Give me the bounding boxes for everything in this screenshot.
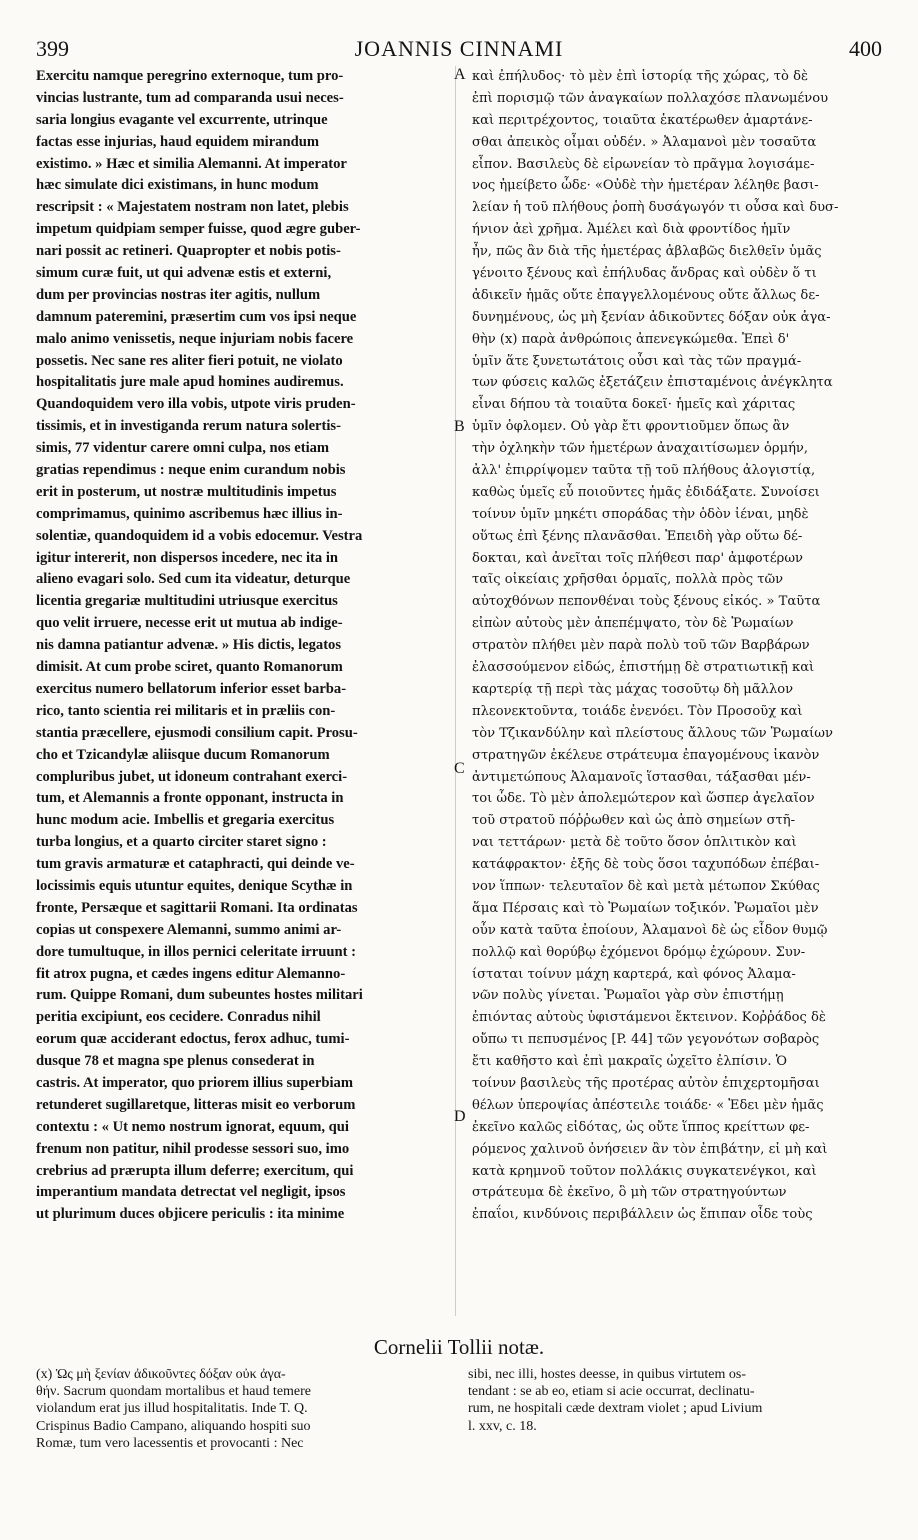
latin-text-line: stantia præcellere, ejusmodi consilium capit. Prosu- [36, 724, 358, 741]
greek-text-line: εἰπὼν αὐτοὺς μὲν ἀπεπέμψατο, τὸν δὲ Ῥωμαίων [472, 616, 794, 632]
latin-text-line: tum, et Alemannis a fronte opponant, instructa in [36, 790, 344, 807]
section-marker-a: A [454, 66, 466, 83]
greek-text-line: δοκται, καὶ ἀνεῖται τοῖς πλήθεσι παρ' ἀμφοτέρων [472, 550, 803, 566]
latin-text-line: Quandoquidem vero illa vobis, utpote viris pruden- [36, 396, 356, 413]
greek-text-line: καὶ ἐπήλυδος· τὸ μὲν ἐπὶ ἱστορίᾳ τῆς χώρας, τὸ δὲ [472, 69, 808, 84]
latin-text-line: alieno evagari solo. Sed cum ita videatur, deturque [36, 571, 351, 588]
latin-text-line: compluribus jubet, ut idoneum contrahant exerci- [36, 768, 348, 785]
latin-text-line: vincias lustrante, tum ad comparanda usui neces- [36, 89, 344, 106]
latin-text-line: hunc modum acie. Imbellis et gregaria exercitus [36, 812, 335, 829]
latin-text-line: fit atrox pugna, et cædes ingens editur Alemanno- [36, 965, 346, 982]
latin-text-line: existimo. » Hæc et similia Alemanni. At imperator [36, 155, 347, 172]
greek-text-line: ἦν, πῶς ἂν διὰ τῆς ἡμετέρας ἀβλαβῶς διελθεῖν ὑμᾶς [472, 244, 822, 260]
latin-text-line: Exercitu namque peregrino externoque, tum pro- [36, 68, 344, 84]
column-divider [455, 66, 456, 1316]
greek-text-line: ἀλλ' ἐπιρρίψομεν ταῦτα τῇ τοῦ πλήθους ἀλογιστίᾳ, [472, 463, 816, 479]
greek-text-line: κατάφρακτον· ἐξῆς δὲ τοὺς ὅσοι ταχυπόδων ἐπέβαι- [472, 857, 820, 873]
greek-text-line: τὸν Τζικανδύλην καὶ πλείστους ἄλλους τῶν Ῥωμαίων [472, 725, 833, 741]
greek-text-line: στράτευμα δὲ ἐκεῖνο, ὃ μὴ τῶν στρατηγούντων [472, 1185, 787, 1201]
greek-text-line: στρατηγῶν ἐκέλευε στράτευμα ἐπαγομένους ἱκανὸν [472, 747, 820, 763]
note-line: violandum erat jus illud hospitalitatis. Inde T. Q. [36, 1401, 308, 1417]
latin-text-line: eorum quæ acciderant edoctus, ferox adhuc, tumi- [36, 1031, 350, 1048]
latin-text-line: igitur intererit, non dispersos incedere, nec ita in [36, 549, 338, 566]
latin-text-line: contextu : « Ut nemo nostrum ignorat, equum, qui [36, 1118, 349, 1135]
greek-text-line: γένοιτο ξένους καὶ ἐπήλυδας ἄνδρας καὶ οὐδὲν ὅ τι [472, 266, 817, 282]
section-marker-c: C [454, 760, 465, 777]
greek-text-line: ἅμα Πέρσαις καὶ τὸ Ῥωμαίων τοξικόν. Ῥωμαῖοι μὲν [472, 900, 819, 916]
greek-text-line: τοίνυν ὑμῖν μηκέτι σποράδας τὴν ὁδὸν ἰέναι, μηδὲ [472, 506, 809, 522]
greek-text-line: αὐτοχθόνων πεπονθέναι τοὺς ξένους εἰκός. » Ταῦτα [472, 594, 821, 610]
note-line: θήν. Sacrum quondam mortalibus et haud temere [36, 1384, 312, 1400]
latin-text-line: cho et Tzicandylæ aliisque ducum Romanorum [36, 746, 330, 763]
latin-text-line: quo velit irruere, necesse erit ut mutua ab indige- [36, 615, 343, 632]
note-line: sibi, nec illi, hostes deesse, in quibus virtutem os- [468, 1367, 747, 1382]
greek-text-line: ἐπαΐοι, κινδύνοις περιβάλλειν ὡς ἔπιπαν οἶδε τοὺς [472, 1207, 813, 1223]
greek-text-line: ἔτι καθῆστο καὶ ἐπὶ μακραῖς ὠχεῖτο ἐλπίσιν. Ὁ [472, 1054, 787, 1070]
page-number-right: 400 [849, 36, 882, 61]
latin-text-line: licentia gregariæ multitudini utriusque exercitus [36, 593, 338, 610]
latin-text-line: dusque 78 et magna spe plenus consederat in [36, 1053, 315, 1070]
latin-text-line: nis damna patiantur advenæ. » His dictis, legatos [36, 637, 342, 654]
latin-text-line: saria longius evagante vel excurrente, utrinque [36, 111, 328, 128]
latin-text-line: turba longius, et a quarto circiter staret signo : [36, 834, 327, 851]
latin-text-line: hæc simulate dici existimans, in hunc modum [36, 177, 319, 194]
greek-text-line: πολλῷ καὶ θορύβῳ ἐχόμενοι δρόμῳ ἐχώρουν. Συν- [472, 944, 806, 960]
notes-left-column [36, 1366, 444, 1452]
greek-text-line: των φύσεις καλῶς ἐξετάζειν ἐπισταμένοις ἀνέγκλητα [472, 375, 833, 391]
latin-text-line: copias ut conspexere Alemanni, summo animi ar- [36, 921, 342, 938]
latin-text-line: gratias rependimus : neque enim curandum nobis [36, 462, 346, 479]
greek-text-line: ἐκεῖνο καλῶς εἰδότας, ὡς οὔτε ἵππος κρείττων φε- [472, 1119, 810, 1135]
latin-text-line: hospitalitatis jure male apud homines audiremus. [36, 374, 344, 391]
greek-text-line: τοῦ στρατοῦ πόῤῥωθεν καὶ ὡς ἀπὸ σημείων στῆ- [472, 813, 796, 829]
latin-text-line: dum per provincias nostras iter agitis, nullum [36, 286, 321, 303]
greek-text-line: ἐλασσούμενον εἰδώς, ἐπιστήμῃ δὲ στρατιωτικῇ καὶ [472, 660, 815, 676]
latin-text-line: tum gravis armaturæ et cataphracti, qui deinde ve- [36, 856, 355, 873]
latin-text-line: peritia excipiunt, eos cecidere. Conradus nihil [36, 1009, 321, 1026]
greek-text-line: λείαν ἡ τοῦ πλήθους ῥοπὴ δυσάγωγόν τι οὖσα καὶ δυσ- [472, 200, 839, 216]
section-marker-b: B [454, 418, 465, 435]
section-marker-d: D [454, 1108, 466, 1125]
greek-text-line: ἀντιμετώπους Ἀλαμανοῖς ἵστασθαι, τάξασθαι μέν- [472, 769, 811, 785]
latin-text-line: impetum quidpiam semper fuisse, quod ægre guber- [36, 221, 361, 238]
greek-text-line: ὑμῖν ὀφλομεν. Οὐ γὰρ ἔτι φροντιοῦμεν ὅπως ἂν [472, 419, 790, 435]
latin-column [36, 66, 448, 1316]
greek-text-line: εἶπον. Βασιλεὺς δὲ εἰρωνείαν τὸ πρᾶγμα λογισάμε- [472, 156, 815, 172]
greek-text-line: ναι τεττάρων· μετὰ δὲ τοῦτο ὅσον ὁπλιτικὸν καὶ [472, 835, 797, 851]
latin-text-line: dore tumultuque, in illos pernici celeritate irruunt : [36, 943, 356, 960]
page-header [36, 36, 882, 62]
latin-text-line: retunderet sugillaretque, litteras misit eo verborum [36, 1096, 356, 1113]
note-line: l. xxv, c. 18. [468, 1418, 537, 1434]
latin-text-line: tissimis, et in investiganda rerum natura solertis- [36, 418, 341, 435]
note-line: rum, ne hospitali cæde dextram violet ; apud Livium [468, 1401, 763, 1417]
greek-text-line: εἶναι δήπου τὰ τοιαῦτα δοκεῖ· ἡμεῖς καὶ χάριτας [472, 397, 796, 413]
greek-text-line: καρτερίᾳ τῇ περὶ τὰς μάχας τοσοῦτῳ δὴ μᾶλλον [472, 681, 794, 697]
latin-text-line: possetis. Nec sane res aliter fieri potuit, ne violato [36, 352, 343, 369]
note-line: (x) Ὡς μὴ ξενίαν ἀδικοῦντες δόξαν οὐκ ἀγα- [36, 1367, 286, 1382]
latin-text-line: factas esse injurias, haud equidem mirandum [36, 133, 319, 150]
greek-text-line: ἐπὶ πορισμῷ τῶν ἀναγκαίων πολλαχόσε πλανωμένου [472, 90, 829, 106]
latin-text-line: erit in posterum, ut nostræ multitudinis impetus [36, 483, 337, 500]
greek-text-line: τοίνυν βασιλεὺς τῆς προτέρας αὐτὸν ἐπιχερτομῆσαι [472, 1075, 820, 1091]
latin-text-line: castris. At imperator, quo priorem illius superbiam [36, 1074, 354, 1091]
latin-text-line: locissimis equis utuntur equites, denique Scythæ in [36, 877, 353, 894]
greek-text-line: ἀδικεῖν ἡμᾶς οὔτε ἐπαγγελλομένους οὔτε ἄλλως δε- [472, 287, 820, 303]
greek-text-line: κατὰ κρημνοῦ τοῦτον πολλάκις συγκατενέγκοι, καὶ [472, 1163, 817, 1179]
latin-text-line: comprimamus, quinimo ascribemus hæc illius in- [36, 505, 343, 522]
greek-column [472, 66, 884, 1316]
running-title: JOANNIS CINNAMI [354, 36, 564, 61]
latin-text-line: exercitus numero bellatorum inferior esset barba- [36, 680, 347, 697]
greek-text-line: καθὼς ὑμεῖς εὖ ποιοῦντες ἡμᾶς ἐδιδάξατε. Συνοίσει [472, 484, 820, 500]
latin-text-line: damnum pateremini, præsertim cum vos ipsi neque [36, 308, 357, 325]
latin-text-line: rum. Quippe Romani, dum subeuntes hostes militari [36, 987, 363, 1004]
greek-text-line: οὕτως ἐπὶ ξένης πλανᾶσθαι. Ἐπειδὴ γὰρ οὕτω δέ- [472, 528, 803, 544]
latin-text-line: simum curæ fuit, ut qui advenæ estis et externi, [36, 265, 332, 282]
note-line: tendant : se ab eo, etiam si acie occurrat, declinatu- [468, 1384, 755, 1400]
greek-text-line: στρατὸν πλήθει μὲν παρὰ πολὺ τοῦ τῶν Βαρβάρων [472, 638, 810, 654]
latin-text-line: simis, 77 videntur carere omni culpa, nos etiam [36, 440, 330, 457]
latin-text-line: dimisit. At cum probe sciret, quanto Romanorum [36, 659, 343, 676]
note-line: Romæ, tum vero lacessentis et provocanti : Nec [36, 1435, 304, 1451]
greek-text-line: δυνημένους, ὡς μὴ ξενίαν ἀδικοῦντες δόξαν οὐκ ἀγα- [472, 309, 831, 325]
greek-text-line: ήνιον ἀεὶ χρῆμα. Ἀμέλει καὶ διὰ φροντίδος ἡμῖν [472, 222, 791, 238]
greek-text-line: ὑμῖν ἅτε ξυνετωτάτοις οὖσι καὶ τὰς τῶν πραγμά- [472, 353, 802, 369]
greek-text-line: καὶ περιτρέχοντος, τοιαῦτα ἑκατέρωθεν ἁμαρτάνε- [472, 112, 813, 128]
greek-text-line: οὔπω τι πεπυσμένος [P. 44] τῶν γεγονότων σοβαρὸς [472, 1032, 820, 1048]
greek-text-line: πλεονεκτοῦντα, τοιάδε ἐνενόει. Τὸν Προσοῦχ καὶ [472, 703, 803, 719]
latin-text-line: rico, tanto scientia rei militaris et in præliis con- [36, 702, 336, 719]
greek-text-line: νῶν πολὺς γίνεται. Ῥωμαῖοι γὰρ σὺν ἐπιστήμῃ [472, 988, 784, 1004]
note-line: Crispinus Badio Campano, aliquando hospiti suo [36, 1418, 311, 1434]
greek-text-line: νον ἵππων· τελευταῖον δὲ καὶ μετὰ μέτωπον Σκύθας [472, 878, 820, 894]
latin-text-line: crebrius ad prærupta illum deferre; exercitum, qui [36, 1162, 354, 1179]
greek-text-line: νος ἠμείβετο ὧδε· «Οὐδὲ τὴν ἡμετέραν λέληθε βασι- [472, 178, 819, 194]
greek-text-line: θὴν (x) παρὰ ἀνθρώποις ἀπενεγκώμεθα. Ἐπεὶ δ' [472, 331, 790, 347]
latin-text-line: fronte, Persæque et sagittarii Romani. Ita ordinatas [36, 899, 358, 916]
notes-title: Cornelii Tollii notæ. [373, 1335, 545, 1359]
latin-text-line: malo animo venissetis, neque injuriam nobis facere [36, 330, 354, 347]
latin-text-line: rescripsit : « Majestatem nostram non latet, plebis [36, 199, 349, 216]
greek-text-line: τὴν ὀχληκὴν τῶν ἡμετέρων ἀναχαιτίσωμεν ὁρμήν, [472, 441, 809, 457]
greek-text-line: σθαι ἀπεικὸς οἶμαι οὐδέν. » Ἀλαμανοὶ μὲν τοσαῦτα [472, 134, 817, 150]
greek-text-line: ίσταται τοίνυν μάχη καρτερά, καὶ φόνος Ἀλαμα- [472, 966, 796, 982]
greek-text-line: ταῖς οἰκείαις χρῆσθαι ὁρμαῖς, πολλὰ πρὸς τῶν [472, 572, 784, 588]
latin-text-line: nari possit ac retineri. Quapropter et nobis potis- [36, 243, 341, 260]
greek-text-line: θέλων ὑπεροψίας ἀπέστειλε τοιάδε· « Ἐδει μὲν ἡμᾶς [472, 1097, 824, 1113]
notes-right-column [468, 1366, 880, 1435]
latin-text-line: solentiæ, quandoquidem id a vobis edocemur. Vestra [36, 527, 363, 544]
page-number-left: 399 [36, 36, 69, 61]
greek-text-line: οὖν κατὰ ταῦτα ἐποίουν, Ἀλαμανοὶ δὲ ὡς εἶδον θυμῷ [472, 922, 828, 938]
latin-text-line: imperantium mandata detrectat vel negligit, ipsos [36, 1184, 346, 1201]
greek-text-line: ρόμενος χαλινοῦ ὀνήσειεν ἂν τὸν ἐπιβάτην, εἰ μὴ καὶ [472, 1141, 828, 1157]
greek-text-line: τοι ὧδε. Τὸ μὲν ἀπολεμώτερον καὶ ὥσπερ ἀγελαῖον [472, 791, 815, 807]
latin-text-line: frenum non patitur, nihil prodesse sessori suo, imo [36, 1140, 350, 1157]
greek-text-line: ἐπιόντας αὐτοὺς ὑφιστάμενοι ἔκτεινον. Κοῤῥάδος δὲ [472, 1010, 826, 1026]
latin-text-line: ut plurimum duces objicere periculis : ita minime [36, 1206, 345, 1223]
